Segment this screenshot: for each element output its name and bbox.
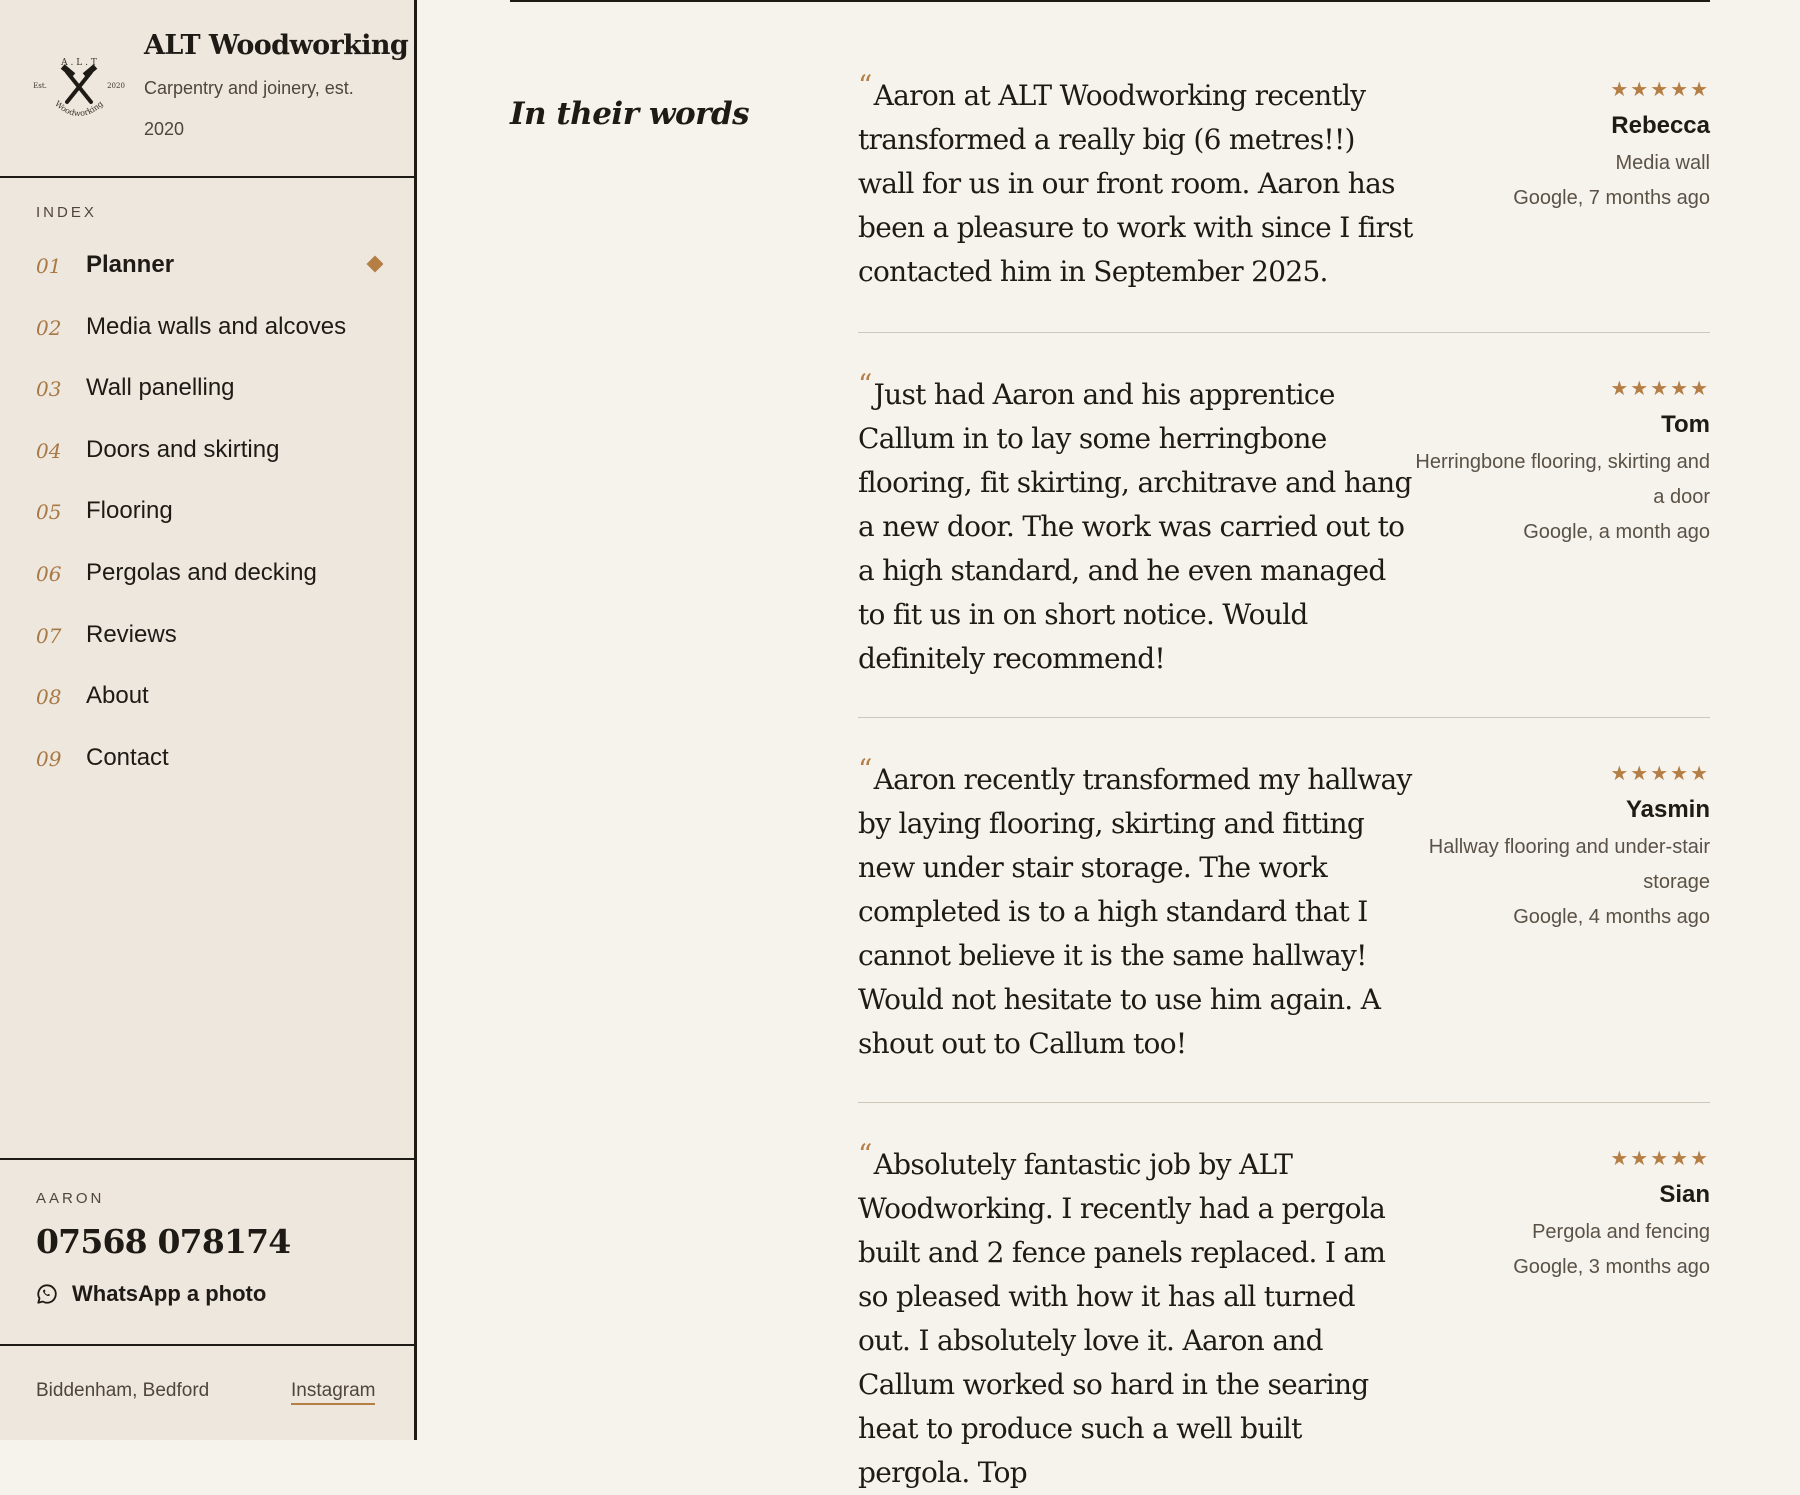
nav-item-contact[interactable]: [0, 728, 414, 790]
review-quote: [858, 367, 1413, 681]
nav-number: 09: [36, 746, 62, 771]
review-card: [858, 332, 1710, 718]
contact-block: [0, 1158, 414, 1346]
svg-text:A . L . T: A . L . T: [61, 58, 97, 68]
review-source: Google, 3 months ago: [1513, 1256, 1710, 1278]
nav-item-reviews[interactable]: [0, 605, 414, 667]
nav-number: 06: [36, 561, 62, 586]
svg-text:Est.: Est.: [33, 82, 47, 90]
active-diamond-icon: [367, 256, 384, 273]
svg-text:2020: 2020: [107, 82, 125, 90]
whatsapp-label: WhatsApp a photo: [72, 1281, 267, 1306]
nav-number: 03: [36, 377, 62, 402]
logo-crossed-hammers-icon[interactable]: [30, 52, 128, 126]
contact-name-label: AARON: [36, 1190, 105, 1207]
nav-number: 04: [36, 438, 62, 463]
brand-name[interactable]: ALT Woodworking: [144, 30, 409, 61]
nav-item-planner[interactable]: [0, 235, 414, 297]
review-meta: [1410, 1147, 1710, 1285]
nav-label[interactable]: Wall panelling: [86, 374, 235, 402]
review-service: Media wall: [1615, 152, 1710, 174]
review-card: [858, 1102, 1710, 1489]
review-source: Google, 4 months ago: [1513, 906, 1710, 928]
review-text: Just had Aaron and his apprentice Callum in to lay some herringbone flooring, fit skirting, architrave and hang a new door. The work was carried out to a high standard, and he even managed to fit us in on short notice. Would definitely recommend!: [858, 378, 1412, 675]
nav-label[interactable]: Flooring: [86, 497, 173, 525]
nav-number: 02: [36, 315, 62, 340]
quote-mark-icon: “: [858, 68, 872, 102]
nav-item-about[interactable]: [0, 666, 414, 728]
review-meta: [1410, 78, 1710, 216]
reviewer-name: Yasmin: [1625, 796, 1710, 823]
review-meta: [1410, 762, 1710, 935]
sidebar: [0, 0, 417, 1440]
nav-item-flooring[interactable]: [0, 481, 414, 543]
nav-label[interactable]: Planner: [86, 251, 175, 278]
review-quote: [858, 1137, 1413, 1495]
review-text: Absolutely fantastic job by ALT Woodworking. I recently had a pergola built and 2 fence panels replaced. I am so pleased with how it has all turned out. I absolutely love it. Aaron and Callum worked so hard in the searing heat to produce such a well built pergola. Top: [858, 1148, 1386, 1489]
star-rating-icon: ★★★★★: [1610, 378, 1710, 400]
star-rating-icon: ★★★★★: [1610, 763, 1710, 785]
reviewer-name: Rebecca: [1611, 112, 1710, 139]
nav-number: 05: [36, 500, 62, 525]
review-service: Hallway flooring and under-stair storage: [1428, 836, 1710, 893]
review-card: [858, 717, 1710, 1103]
nav-label[interactable]: Doors and skirting: [86, 435, 280, 463]
nav-number: 08: [36, 685, 62, 710]
review-meta: [1410, 377, 1710, 550]
reviewer-name: Tom: [1661, 411, 1710, 438]
review-service: Herringbone flooring, skirting and a door: [1415, 451, 1710, 508]
review-card: [858, 0, 1710, 332]
nav-number: 01: [36, 254, 62, 278]
nav-item-pergolas-decking[interactable]: [0, 543, 414, 605]
nav-label[interactable]: About: [86, 682, 149, 710]
quote-mark-icon: “: [858, 367, 872, 401]
instagram-link[interactable]: Instagram: [291, 1380, 375, 1405]
reviewer-name: Sian: [1659, 1181, 1710, 1208]
brand-header[interactable]: [0, 0, 414, 178]
footer-location: Biddenham, Bedford: [36, 1380, 210, 1401]
nav-number: 07: [36, 623, 62, 648]
section-title: In their words: [510, 95, 750, 132]
quote-mark-icon: “: [858, 752, 872, 786]
review-text: Aaron recently transformed my hallway by laying flooring, skirting and fitting new under stair storage. The work completed is to a high standard that I cannot believe it is the same hallway! Would not hesitate to use him again. A shout out to Callum too!: [858, 763, 1412, 1060]
star-rating-icon: ★★★★★: [1610, 1148, 1710, 1170]
nav-index-label: INDEX: [36, 204, 97, 221]
nav-label[interactable]: Pergolas and decking: [86, 558, 317, 586]
nav-item-doors-skirting[interactable]: [0, 420, 414, 482]
review-quote: [858, 68, 1413, 294]
phone-link[interactable]: 07568 078174: [36, 1222, 291, 1261]
review-service: Pergola and fencing: [1532, 1221, 1710, 1243]
nav-item-media-walls[interactable]: [0, 297, 414, 359]
nav-label[interactable]: Media walls and alcoves: [86, 312, 347, 340]
nav-label[interactable]: Contact: [86, 743, 169, 771]
main-nav: [0, 235, 414, 789]
whatsapp-button[interactable]: [36, 1278, 266, 1310]
brand-tagline: Carpentry and joinery, est. 2020: [144, 78, 354, 139]
review-quote: [858, 752, 1413, 1066]
star-rating-icon: ★★★★★: [1610, 79, 1710, 101]
review-source: Google, 7 months ago: [1513, 187, 1710, 209]
whatsapp-icon: [36, 1283, 58, 1305]
svg-text:Woodworking: Woodworking: [53, 99, 105, 119]
quote-mark-icon: “: [858, 1137, 872, 1171]
nav-item-wall-panelling[interactable]: [0, 358, 414, 420]
review-source: Google, a month ago: [1523, 521, 1710, 543]
nav-label[interactable]: Reviews: [86, 620, 177, 648]
review-text: Aaron at ALT Woodworking recently transformed a really big (6 metres!!) wall for us in our front room. Aaron has been a pleasure to work with since I first contacted him in September 2025.: [858, 79, 1413, 288]
